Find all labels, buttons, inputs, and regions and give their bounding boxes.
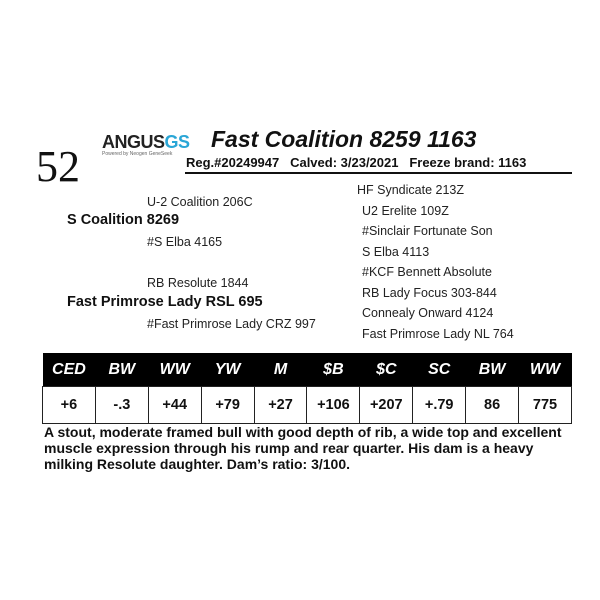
epd-value-actual-ww: 775 [519,387,572,424]
pedigree-gg-ddd: Fast Primrose Lady NL 764 [362,327,514,341]
animal-title: Fast Coalition 8259 1163 [211,126,477,152]
pedigree-dam-sire: RB Resolute 1844 [147,276,249,290]
pedigree-gg-sds: #Sinclair Fortunate Son [362,224,493,238]
pedigree-dam-dam: #Fast Primrose Lady CRZ 997 [147,317,316,331]
epd-header-sc: SC [413,353,466,387]
epd-value-c-index: +207 [360,387,413,424]
pedigree-sire: S Coalition 8269 [67,212,180,228]
epd-value-row [43,387,572,424]
pedigree-sire-sire: U-2 Coalition 206C [147,195,253,209]
epd-header-b-index: $B [307,353,360,387]
epd-header-m: M [254,353,307,387]
logo-main-text: ANGUS [102,132,165,152]
pedigree-dam: Fast Primrose Lady RSL 695 [67,294,263,310]
registration-line: Reg.#20249947 Calved: 3/23/2021 Freeze brand: 1163 [186,155,527,170]
pedigree-gg-dss: #KCF Bennett Absolute [362,265,492,279]
lot-number: 52 [36,142,80,191]
pedigree-gg-dds: Connealy Onward 4124 [362,306,494,320]
epd-value-bw: -.3 [95,387,148,424]
pedigree-gg-dsd: RB Lady Focus 303-844 [362,286,497,300]
epd-value-m: +27 [254,387,307,424]
epd-header-row [43,353,572,387]
epd-value-b-index: +106 [307,387,360,424]
epd-table [42,353,572,424]
title-divider [185,172,572,174]
epd-value-actual-bw: 86 [466,387,519,424]
epd-header-ced: CED [43,353,96,387]
epd-header-actual-ww: WW [519,353,572,387]
epd-value-ww: +44 [148,387,201,424]
pedigree-gg-sss: HF Syndicate 213Z [357,183,464,197]
epd-header-c-index: $C [360,353,413,387]
logo-tagline: Powered by Neogen GeneSeek [102,151,173,157]
epd-header-bw: BW [95,353,148,387]
pedigree-gg-ssd: U2 Erelite 109Z [362,204,449,218]
epd-header-actual-bw: BW [466,353,519,387]
epd-header-yw: YW [201,353,254,387]
epd-value-yw: +79 [201,387,254,424]
animal-description: A stout, moderate framed bull with good depth of rib, a wide top and excellent muscle expression through his rump and rear quarter. His dam is a heavy milking Resolute daughter. Dam’s ratio: 3/100. [44,424,562,472]
epd-value-sc: +.79 [413,387,466,424]
pedigree-sire-dam: #S Elba 4165 [147,235,223,249]
logo-accent-text: GS [164,132,190,152]
epd-header-ww: WW [148,353,201,387]
epd-value-ced: +6 [43,387,96,424]
pedigree-gg-sdd: S Elba 4113 [362,245,430,259]
